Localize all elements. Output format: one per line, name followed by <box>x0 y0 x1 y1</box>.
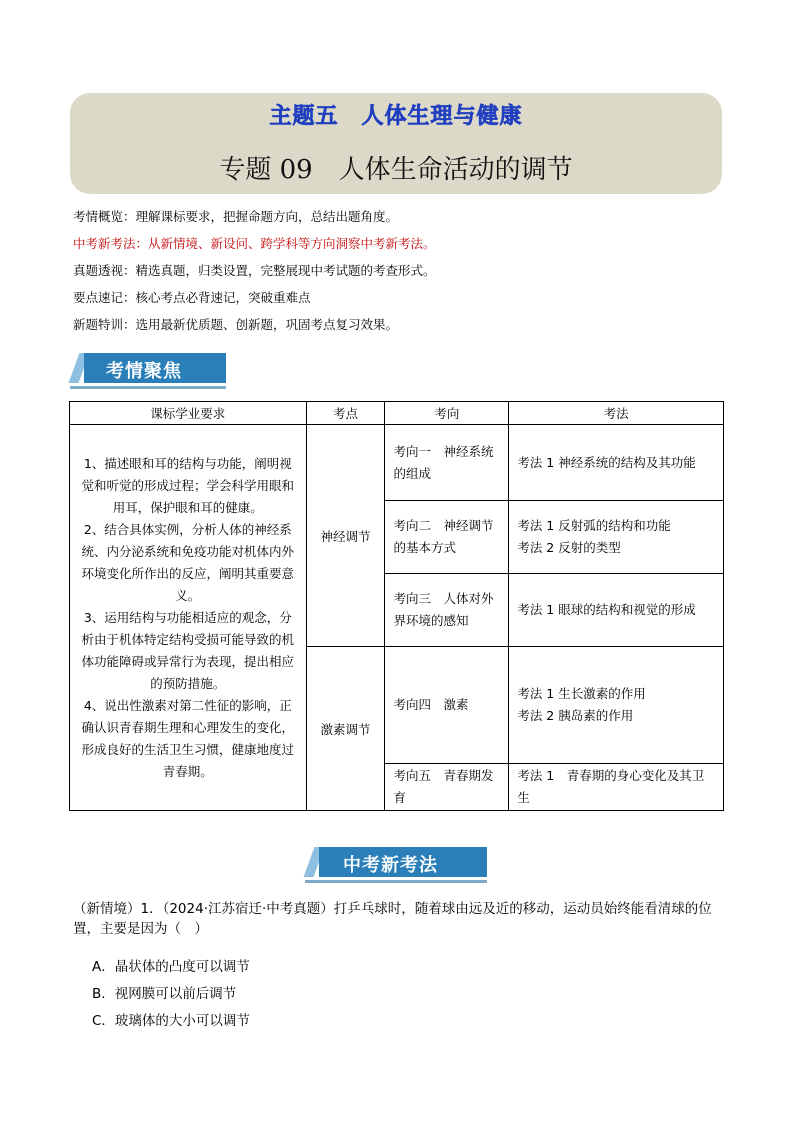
banner-label: 中考新考法 <box>343 855 438 876</box>
header-box <box>70 93 722 194</box>
section-banner-new-methods <box>305 843 490 883</box>
exam-direction-cell: 考向四 激素 <box>385 647 509 764</box>
requirements-table <box>69 401 724 811</box>
intro-line-1: 考情概览：理解课标要求，把握命题方向，总结出题角度。 <box>73 209 399 224</box>
curriculum-standard-cell: 1、描述眼和耳的结构与功能，阐明视觉和听觉的形成过程；学会科学用眼和用耳，保护眼和耳的健康。 2、结合具体实例，分析人体的神经系统、内分泌系统和免疫功能对机体内外环境变化所作出的反应，阐明其重要意义。 3、运用结构与功能相适应的观念，分析由于机体特定结构受损可能导致的机体功能障碍或异常行为表现，提出相应的预防措施。 4、说出性激素对第二性征的影响，正确认识青春期生理和心理发生的变化，形成良好的生活卫生习惯，健康地度过青春期。 <box>70 425 307 811</box>
intro-line-2: 中考新考法：从新情境、新设问、跨学科等方向洞察中考新考法。 <box>73 236 436 251</box>
table-header: 考点 <box>306 402 385 425</box>
exam-direction-cell: 考向一 神经系统的组成 <box>385 425 509 501</box>
topic-title: 专题 09 人体生命活动的调节 <box>219 155 573 185</box>
intro-line-3: 真题透视：精选真题，归类设置，完整展现中考试题的考查形式。 <box>73 263 436 278</box>
table-header: 考法 <box>509 402 724 425</box>
exam-method-cell: 考法 1 生长激素的作用 考法 2 胰岛素的作用 <box>509 647 724 764</box>
intro-line-5: 新题特训：选用最新优质题、创新题，巩固考点复习效果。 <box>73 317 399 332</box>
exam-method-cell: 考法 1 青春期的身心变化及其卫生 <box>509 764 724 811</box>
section-banner-exam-focus <box>70 349 230 389</box>
table-header: 课标学业要求 <box>70 402 307 425</box>
exam-direction-cell: 考向五 青春期发育 <box>385 764 509 811</box>
exam-direction-cell: 考向二 神经调节的基本方式 <box>385 501 509 574</box>
option-c: C．玻璃体的大小可以调节 <box>92 1013 250 1029</box>
option-a: A．晶状体的凸度可以调节 <box>92 959 250 975</box>
exam-point-cell: 激素调节 <box>306 647 385 811</box>
exam-method-cell: 考法 1 神经系统的结构及其功能 <box>509 425 724 501</box>
exam-method-cell: 考法 1 眼球的结构和视觉的形成 <box>509 574 724 647</box>
exam-direction-cell: 考向三 人体对外界环境的感知 <box>385 574 509 647</box>
exam-point-cell: 神经调节 <box>306 425 385 647</box>
question-stem: （新情境）1．（2024·江苏宿迁·中考真题）打乒乓球时，随着球由远及近的移动，运动员始终能看清球的位置，主要是因为（ ） <box>73 901 712 937</box>
option-b: B．视网膜可以前后调节 <box>92 986 237 1002</box>
intro-line-4: 要点速记：核心考点必背速记，突破重难点 <box>73 290 311 305</box>
theme-title: 主题五 人体生理与健康 <box>269 104 523 129</box>
table-header: 考向 <box>385 402 509 425</box>
exam-method-cell: 考法 1 反射弧的结构和功能 考法 2 反射的类型 <box>509 501 724 574</box>
banner-label: 考情聚焦 <box>106 361 182 382</box>
